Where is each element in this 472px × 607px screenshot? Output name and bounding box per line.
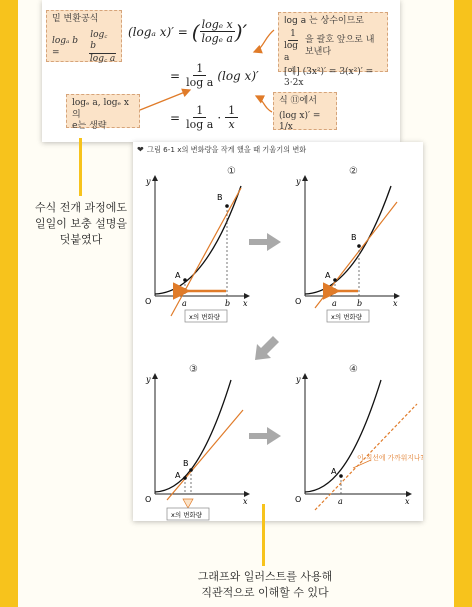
- panel-2-axis-y: y: [296, 177, 301, 186]
- formula-panel: [42, 0, 400, 142]
- graph-panel-2: [295, 166, 399, 322]
- eq2-rest: (log x)′: [217, 68, 259, 83]
- left-callout-line2: 일일이 보충 설명을: [34, 216, 127, 230]
- gray-arrow-right-1: [249, 233, 281, 251]
- graph-panel-3: [145, 364, 249, 520]
- eq3-num1: 1: [193, 104, 206, 118]
- bottom-callout-line2: 직관적으로 이해할 수 있다: [201, 585, 329, 599]
- panel-3-point-a: A: [175, 471, 181, 480]
- panel-3-axis-x: x: [243, 497, 248, 506]
- left-callout-line3: 덧붙였다: [59, 232, 103, 246]
- panel-2-axis-x: x: [393, 299, 398, 308]
- gray-arrow-diag: [255, 336, 279, 360]
- reference-line2: (log x)′ = 1/x: [279, 110, 321, 133]
- eq3-num2: 1: [225, 104, 238, 118]
- constant-example: [예] (3x²)′ = 3(x²)′ = 3·2x: [284, 66, 374, 89]
- eq2-num: 1: [193, 62, 206, 76]
- change-of-base-den: log꜀ a: [89, 54, 116, 65]
- panel-3-secant: [167, 410, 243, 500]
- reference-line1: 식 ⑪에서: [279, 96, 317, 106]
- equation-line-3: [170, 104, 238, 131]
- panel-1-point-b: B: [217, 193, 223, 202]
- eq2-equals: =: [170, 68, 181, 83]
- panel-4-number: ④: [349, 364, 358, 375]
- panel-2-point-a: A: [325, 271, 331, 280]
- panel-4-question: 이 직선에 가까워지나?: [357, 454, 423, 462]
- panel-2-tick-b: b: [357, 299, 363, 308]
- panel-4-origin: O: [295, 495, 302, 504]
- panel-1-number: ①: [227, 166, 236, 177]
- eq1-num: logₑ x: [201, 18, 233, 31]
- panel-3-curve: [155, 380, 231, 492]
- panel-1-curve: [155, 186, 241, 294]
- panel-3-number: ③: [189, 364, 198, 375]
- panel-1-change-label: x의 변화량: [189, 313, 221, 321]
- panel-4-axis-y: y: [296, 375, 301, 384]
- panel-3-point-b: B: [183, 459, 189, 468]
- arrow-from-ref: [256, 96, 272, 112]
- panel-1-point-a: A: [175, 271, 181, 280]
- panel-3-axis-y: y: [146, 375, 151, 384]
- e-omitted-line2: e는 생략: [72, 121, 107, 132]
- eq3-den1: log a: [186, 118, 214, 131]
- panel-2-curve: [305, 186, 391, 294]
- equation-line-2: [170, 62, 259, 89]
- change-of-base-title: 밑 변환공식: [52, 14, 99, 24]
- panel-1-axis-y: y: [146, 177, 151, 186]
- constant-line2: 을 괄호 앞으로 내보낸다: [304, 35, 375, 57]
- gray-arrow-right-2: [249, 427, 281, 445]
- panel-4-tick-a: a: [338, 497, 343, 506]
- figure-caption: 그림 6-1 x의 변화량을 작게 했을 때 기울기의 변화: [147, 145, 307, 154]
- graph-panel-1: [145, 166, 249, 322]
- panel-2-number: ②: [349, 166, 358, 177]
- panel-3-origin: O: [145, 495, 152, 504]
- e-omitted-box: [66, 94, 140, 132]
- bottom-callout: [190, 569, 340, 601]
- change-of-base-num: log꜀ b: [89, 30, 116, 54]
- panel-1-axis-x: x: [243, 299, 248, 308]
- constant-frac-num: 1: [288, 29, 298, 42]
- eq3-equals: =: [170, 110, 181, 125]
- change-of-base-lhs: logₐ b =: [52, 36, 79, 58]
- eq3-den2: x: [228, 118, 235, 131]
- equation-line-1: (logₐ x)′ = ( $\frac{\text{logₑ x}}{\text{logₑ a}}$ )′: [128, 18, 248, 45]
- right-yellow-stripe: [454, 0, 472, 607]
- eq1-den: logₑ a: [201, 32, 233, 45]
- constant-frac-den: log a: [284, 41, 299, 64]
- panel-2-point-b: B: [351, 233, 357, 242]
- eq1-lhs: (logₐ x)′ =: [128, 24, 188, 39]
- reference-box: [273, 92, 337, 133]
- left-callout: [22, 200, 140, 248]
- bottom-callout-connector: [262, 504, 265, 566]
- left-callout-connector: [79, 138, 82, 196]
- e-omitted-line1: logₑ a, logₑ x의: [72, 98, 129, 120]
- graph-panel-4: [295, 364, 423, 510]
- panel-4-point-a: A: [331, 467, 337, 476]
- panel-1-origin: O: [145, 297, 152, 306]
- panel-2-origin: O: [295, 297, 302, 306]
- left-callout-line1: 수식 전개 과정에도: [34, 201, 127, 214]
- panel-4-curve: [305, 380, 381, 492]
- panel-2-change-label: x의 변화량: [331, 313, 363, 321]
- eq2-den: log a: [186, 76, 214, 89]
- panel-1-tick-a: a: [182, 299, 187, 308]
- figure-svg: [133, 142, 423, 521]
- panel-1-secant: [171, 188, 241, 316]
- panel-1-tick-b: b: [225, 299, 231, 308]
- figure-panel: [133, 142, 423, 521]
- change-of-base-box: [46, 10, 122, 65]
- panel-4-axis-x: x: [405, 497, 410, 506]
- eq3-dot: ·: [217, 110, 222, 125]
- arrow-from-side: [254, 30, 274, 52]
- constant-explanation-box: [278, 12, 388, 89]
- constant-line1: log a 는 상수이므로: [284, 16, 364, 26]
- panel-3-change-label: x의 변화량: [171, 511, 203, 519]
- left-yellow-stripe: [0, 0, 18, 607]
- bottom-callout-line1: 그래프와 일러스트를 사용해: [197, 570, 333, 583]
- panel-2-tick-a: a: [332, 299, 337, 308]
- figure-caption-marker: ❤: [137, 145, 144, 154]
